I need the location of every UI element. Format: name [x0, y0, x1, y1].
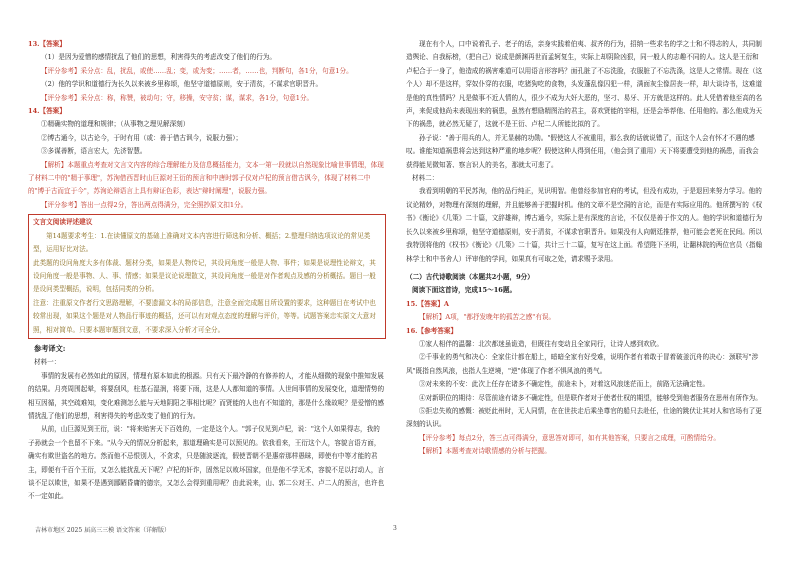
tip-box: [28, 214, 386, 339]
q13-heading: 13.【答案】: [28, 40, 66, 48]
poetry-section-heading: （二）古代诗歌阅读（本题共2小题，9分）: [406, 272, 534, 281]
material-2-label: 材料二：: [412, 174, 439, 183]
reference-translation-title: 参考译文:: [34, 343, 66, 353]
q16-score: 【评分参考】每点2分，答三点可得满分，意思答对即可，如有其他答案，只要言之成理，可酌情给分。: [419, 433, 720, 442]
q13-score-2: 【评分参考】采分点：称，称赞，被动句；守，移操，安守贫；谋，谋求，各1分，句意1分。: [41, 93, 314, 102]
translation-para-4: 孙子说："善于用兵的人，并无显赫的功勋。"假使这人不被重用，那么我的话就说错了，而这个人会有怀才不遇的感叹。谁能知道祸患将会达到这种严重的地步呢？假使这种人得到任用，（他会到了重用）天下将要遭受到他的祸患，而我会获得能见微知著、察言识人的美名，那就太可悲了。: [406, 133, 759, 169]
material-1-label: 材料一：: [34, 358, 61, 367]
q14-point-1: ①精确实物的道理和规律；（从事物之理见解深刻）: [41, 120, 190, 129]
q15-heading: 15.【答案】A: [406, 299, 449, 308]
q14-point-3: ③多谋善断，语言宏大，先济智慧。: [41, 147, 147, 156]
footer-title: 吉林市地区 2025 届高三三模 语文答案（详解版）: [35, 527, 170, 534]
q13-score-1: 【评分参考】采分点：乱，扰乱，或使……乱；变，或为变；……者，……也，判断句，各1分，句意1分。: [41, 66, 353, 75]
left-column: [28, 38, 386, 504]
q16-analysis: 【解析】本题考查对诗歌情感的分析与把握。: [419, 447, 551, 456]
poetry-section-instruction: 阅读下面这首诗，完成15～16题。: [412, 286, 517, 295]
translation-para-1: 事情的发展有必然如此的原因，情理有原本如此的根源。只有天下最冷静的有修养的人，才能从细微的现象中推知发展的结果。月亮周围起晕，将要刮风，柱基石湿润，将要下雨，这是人人都知道的事情。人世间事情的发展变化，道理情势的相互因循，其空疏难知，变化难测怎么能与天地阴阳之事相比呢？而贤能的人也有不知道的，那是什么缘故呢？是爱憎的感情扰乱了他们的思想，利害得失的考虑改变了他们的行为。: [28, 371, 385, 420]
page-number: 3: [393, 525, 397, 532]
right-column: [406, 38, 764, 459]
tip-box-title: 文言文阅读评述建议: [33, 218, 93, 227]
q15-analysis: 【解析】A项，"都抒发晚年的孤苦之感"有误。: [419, 313, 556, 322]
tip-box-body: 第14题要求考生：1.在读懂原文的基础上准确对文本内容进行筛选和分析、概括；2.整理归纳选项议论的常见类型，运用好比对法。 此类题的设问角度大多有体裁、题材分类，如果是人物传记，其设问角度一般是人物、事件；如果是说理性论辩文，其设问角度一般是事物、人、事、情感；如果是议论说理散文，其设问角度一般是对作者观点及感的分析概括。题目一般是设问类型概括，说明，包括同类的分析。 注意：注重原文作者行文思路理解，不要遗漏文本的局部信息，注意全面完成题目所设置的要求，这种题目在考试中也较常出现，如果这个题是对人物品行事迹的概括，还可以有对观点态度的理解与评价，等等。试题答案忠实原文大意对照，相对简单。只要本题审题到文意，不要求深入分析才可全分。: [33, 231, 376, 334]
q14-score: 【评分参考】答出一点得2分，答出两点得满分，完全照抄原文扣1分。: [41, 200, 248, 209]
q16-point-2: ②千事业的勇气和决心：全家住计都在船上，暗暗全家有好受难，说明作者有着敢于冒着破釜沉舟的决心：颈联写"涉风"既指自然风浪，也指人生逆境，"逆"体现了作者不惧风浪的勇气。: [406, 353, 759, 375]
q16-point-3: ③对未来的不安：此次上任存在诸多不确定性，前途未卜，对着这风浪迷茫而上，前路无法确定性。: [419, 380, 710, 389]
q14-heading: 14.【答案】: [28, 107, 66, 116]
q16-point-5: ⑤拒忠失败的感慨：被贬此州时，无人同情，在在世扶走后乘坐尊官的船只去赴任，仕途的跳伏让其对人和官场有了更深刻的认识。: [406, 406, 762, 429]
q16-heading: 16.【参考答案】: [406, 326, 458, 335]
translation-para-3: 现在有个人，口中说着孔子、老子的话，亲身实践着伯夷、叔齐的行为，招纳一些求名的学之士和不得志的人，共同制造舆论、自我标榜，（把自己）说成是颜渊再世而孟轲复生，实际上却阴险凶狠，同一般人的志趣不同的人。这人是王衍和卢杞合于一身了，他造成的祸害难道可以用语言形容吗？面孔脏了不忘洗脸，衣服脏了不忘洗涤，这是人之常情。现在（这个人）却不是这样，穿奴仆穿的衣服，吃猪狗吃的食物，头发蓬乱像囚犯一样，满面灰尘像居丧一样，却大谈诗书，这难道是他的真性情吗？凡是做事不近人情的人，很少不成为大奸大恶的，坚刁、易牙、开方就是这样的。此人凭借着他至高的名声，来促成他尚未表现出来的祸患，虽然有想励精图治的君主，喜欢贤能的宰相，还是会举荐他、任用他的。那么他成为天下的祸患，就必然无疑了，这就不是王衍、卢杞二人所能比拟的了。: [406, 40, 763, 129]
q16-point-1: ①家人相伴的温馨：北次都迷虽诡造，但既往有变动且全家同行，让诗人感到欢欣。: [419, 339, 663, 348]
translation-para-5: 我看到明朝的平民苏洵，他的品行纯正，见识明智。他曾经参加官府的考试，但没有成功，于是退回来努力学习。他的议论精妙，对物理有深刻的理解，并且能够善于把握时机。他的文章不是空洞的言论，而是有实际应用的。他所撰写的《权书》《衡论》《几策》二十篇，文辞雄辩，博古通今，实际上是有深度的言论，不仅仅是善于作文的人。他的学识和道德行为长久以来被乡里称颂，他坚守道德原则，安于清贫，不谋求官职晋升。如果没有人向朝廷推荐，他可能会老死在民间。所以我特别将他的《权书》《衡论》《几策》二十篇，共计三十二篇，复写在这上面。希望陛下圣明，让翻林院的两位官员（指翰林学士和中书舍人）评审他的学问，如果真有可取之处，请求赐予录用。: [406, 187, 763, 263]
q14-analysis: 【解析】本题重点考查对文言文内容的综合理解能力及信息概括能力，文本一第一段就以自然现象比喻世事情理，体现了材料二中的"精于事理"，苏洵借西晋时山巨源对王衍的预言和中唐时郭子仪对卢杞的预言借古讽今，体现了材料二中的"博于古而宜于今"，苏洵论辩语言上具有辩证色彩，表达"辩时阐理"，说服力强。: [28, 160, 384, 196]
q13-answer-1: （1）是因为爱憎的感情扰乱了他们的思想，利害得失的考虑改变了他们的行为。: [41, 53, 276, 62]
q14-point-2: ②博古通今，以古论今，于时有用（或：善于借古讽今，说服力强）；: [41, 133, 243, 142]
q16-point-4: ④对新职位的期待：尽管前途有诸多不确定性，但是联作者对于使者仕权的期望，能够受到他者服务在思州有所作为。: [419, 393, 762, 402]
translation-para-2: 从前，山巨源见到王衍，说："将来贻害天下百姓的，一定是这个人。"郭子仪见到卢杞，说："这个人如果得志，我的子孙就会一个也留不下来。"从今天的情况分析起来，那道理确实是可以预见的。依我看来，王衍这个人，容貌言语方面，确实有欺世盗名的地方。然而他不忌恨别人，不贪求，只是随波逐流，假使晋朝不是惠帝那样愚昧，即使有中等才能的君主，即便有千百个王衍，又怎么能扰乱天下呢？卢杞的奸诈，固然足以败坏国家，但是他不学无术，容貌不足以打动人，言谈不足以欺世，如果不是遇到鄙陋昏庸的德宗，又怎么会得到重用呢？由此说来，山、郭二公对王、卢二人的预言，也许也不一定如此。: [28, 425, 385, 501]
q13-answer-2: （2）他的学识和道德行为长久以来被乡里称颂，他坚守道德原则，安于清贫，不谋求官职晋升。: [41, 80, 323, 89]
